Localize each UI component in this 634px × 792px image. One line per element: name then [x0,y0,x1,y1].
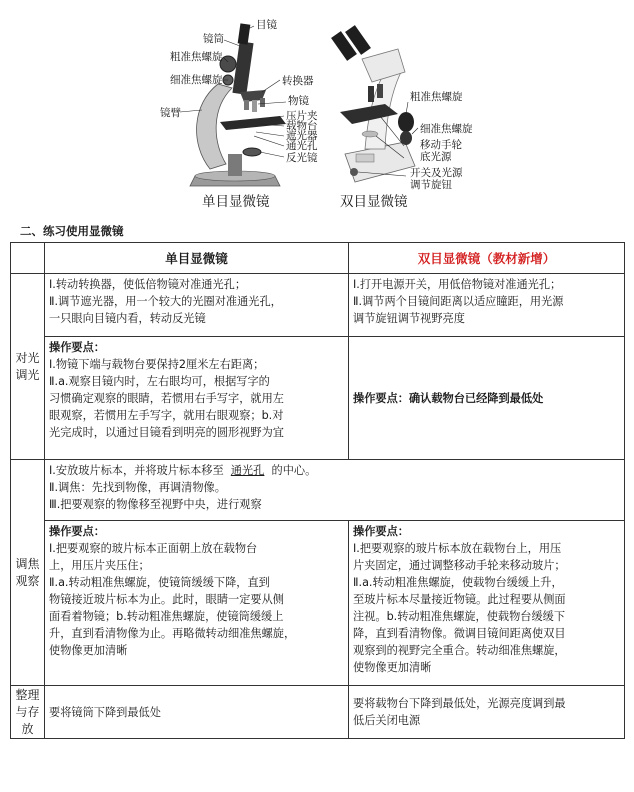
comparison-table [10,242,625,739]
r1-mono-step-1: Ⅰ.转动转换器，使低倍物镜对准通光孔； [49,278,247,291]
r2-bino-key-7: 观察到的视野完全重合。转动细准焦螺旋， [353,644,566,657]
r2-bino-key-4: 至玻片标本尽量接近物镜。此过程要从侧面 [353,593,566,606]
label-fine-mono: 细准焦螺旋 [170,74,223,86]
section-title: 二、练习使用显微镜 [20,224,124,238]
r1-bino-steps [349,274,625,337]
label-hole: 通光孔 [286,140,318,152]
label-clip: 压片夹 [286,110,318,122]
r1-mono-key-2: Ⅱ.a.观察目镜内时，左右眼均可，根据写字的 [49,375,270,388]
label-diaphragm: 遮光器 [286,130,318,142]
r2-shared-step-2: Ⅱ.调焦：先找到物像，再调清物像。 [49,481,226,494]
r1-mono-key [45,337,349,460]
r1-mono-key-head: 操作要点： [49,341,105,354]
r1-mono-step-3: 一只眼向目镜内看，转动反光镜 [49,312,206,325]
r1-mono-key-5: 光完成时，以通过目镜看到明亮的圆形视野为宜 [49,426,284,439]
label-coarse-bino: 粗准焦螺旋 [410,91,463,103]
r2-bino-key-3: Ⅱ.a.转动粗准焦螺旋，使载物台缓缓上升， [353,576,563,589]
r2-step1-blank: 通光孔 [230,464,265,477]
r2-shared-step-1 [49,462,620,479]
r2-mono-key-6: 升，直到看清物像为止。再略微转动细准焦螺旋， [49,627,296,640]
binocular-microscope-image [331,25,415,182]
r3-mono-text: 要将镜筒下降到最低处 [49,705,161,719]
r2-mono-key-1: Ⅰ.把要观察的玻片标本正面朝上放在载物台 [49,542,258,555]
r2-bino-key-6: 降，直到看清物像。微调目镜间距离使双目 [353,627,566,640]
label-arm: 镜臂 [160,107,181,119]
r1-bino-step-3: 调节旋钮调节视野亮度 [353,312,465,325]
r2-mono-key-5: 面看着物镜；b.转动粗准焦螺旋，使镜筒缓缓上 [49,610,284,623]
label-switch-1: 开关及光源 [410,167,463,179]
r2-mono-key-2: 上，用压片夹压住； [49,559,150,572]
r1-bino-step-2: Ⅱ.调节两个目镜间距离以适应瞳距，用光源 [353,295,564,308]
r1-bino-key-text: 操作要点：确认载物台已经降到最低处 [353,391,544,405]
r2-mono-key-3: Ⅱ.a.转动粗准焦螺旋，使镜筒缓缓下降，直到 [49,576,270,589]
header-empty-cell [11,243,45,274]
table-row [11,460,625,521]
r2-step1-text-c: 的中心。 [271,464,317,477]
r2-step1-text-a: Ⅰ.安放玻片标本，并将玻片标本移至 [49,464,224,477]
r1-mono-step-2: Ⅱ.调节遮光器，用一个较大的光圈对准通光孔， [49,295,282,308]
r2-bino-key-1: Ⅰ.把要观察的玻片标本放在载物台上，用压 [353,542,562,555]
r1-bino-step-1: Ⅰ.打开电源开关，用低倍物镜对准通光孔； [353,278,562,291]
microscope-figure [140,4,500,214]
r2-mono-key [45,521,349,686]
r2-mono-key-4: 物镜接近玻片标本为止。此时，眼睛一定要从侧 [49,593,284,606]
table-header-row [11,243,625,274]
label-fine-bino: 细准焦螺旋 [420,123,473,135]
table-row [11,337,625,460]
label-light: 底光源 [420,151,452,163]
r1-mono-steps [45,274,349,337]
r3-bino [349,686,625,739]
header-binocular: 双目显微镜（教材新增） [349,243,625,274]
row-head-focus: 调焦观察 [11,460,45,686]
r1-mono-key-3: 习惯确定观察的眼睛，若惯用右手写字，就用左 [49,392,284,405]
label-stage: 载物台 [286,120,318,132]
header-monocular: 单目显微镜 [45,243,349,274]
r2-bino-key [349,521,625,686]
label-tube: 镜筒 [203,33,224,45]
monocular-microscope-image [190,23,286,186]
label-eyepiece: 目镜 [256,19,277,31]
label-objective: 物镜 [288,95,309,107]
caption-binocular: 双目显微镜 [340,194,408,210]
r2-bino-key-2: 片夹固定，通过调整移动手轮来移动玻片； [353,559,566,572]
r3-bino-1: 要将载物台下降到最低处，光源亮度调到最 [353,697,566,710]
label-mirror: 反光镜 [286,152,318,164]
r2-bino-key-head: 操作要点： [353,525,409,538]
table-row [11,521,625,686]
r2-shared-step-3: Ⅲ.把要观察的物像移至视野中央，进行观察 [49,498,262,511]
label-converter: 转换器 [282,75,314,87]
table-row [11,274,625,337]
r2-shared-steps [45,460,625,521]
r3-bino-2: 低后关闭电源 [353,714,421,727]
r2-bino-key-5: 注视。b.转动粗准焦螺旋，使载物台缓缓下 [353,610,566,623]
r2-mono-key-head: 操作要点： [49,525,105,538]
label-wheel: 移动手轮 [420,139,462,151]
label-switch-2: 调节旋钮 [410,179,452,191]
r2-bino-key-8: 使物像更加清晰 [353,661,432,674]
label-coarse-mono: 粗准焦螺旋 [170,51,223,63]
table-row [11,686,625,739]
r1-bino-key [349,337,625,460]
caption-monocular: 单目显微镜 [202,194,270,210]
r2-mono-key-7: 使物像更加清晰 [49,644,128,657]
r1-mono-key-4: 眼观察，若惯用左手写字，就用右眼观察；b.对 [49,409,284,422]
row-head-light: 对光调光 [11,274,45,460]
row-head-storage: 整理与存放 [11,686,45,739]
r3-mono [45,686,349,739]
r1-mono-key-1: Ⅰ.物镜下端与载物台要保持2厘米左右距离； [49,358,265,371]
